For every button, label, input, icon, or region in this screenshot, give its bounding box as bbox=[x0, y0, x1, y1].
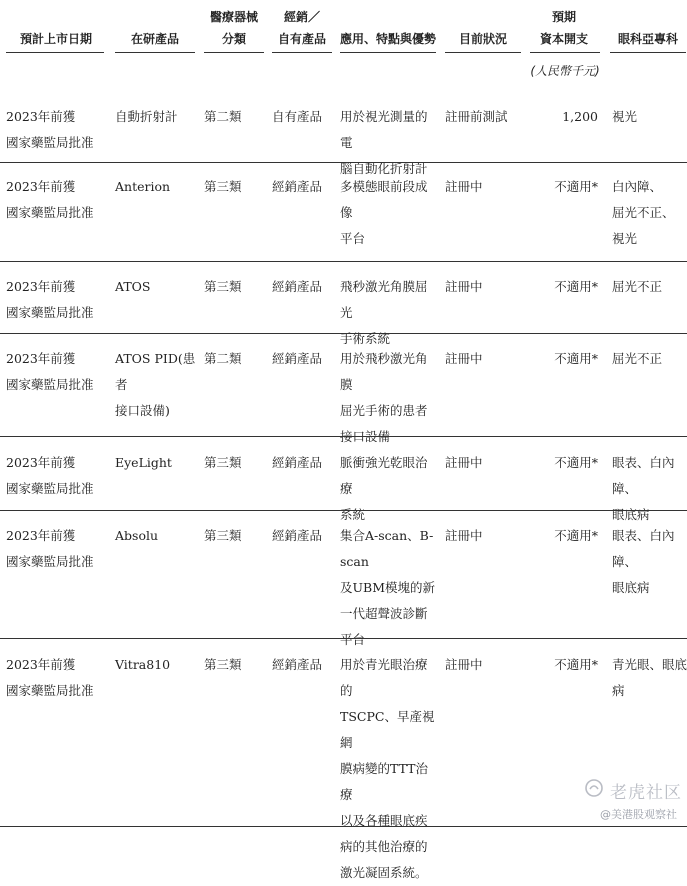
header-capex-line1: 預期 bbox=[551, 10, 576, 24]
row-divider bbox=[0, 333, 687, 334]
cell-application: 用於視光測量的電 腦自動化折射計 bbox=[340, 109, 428, 176]
cell-application: 飛秒激光角膜屈光 手術系統 bbox=[340, 279, 428, 346]
header-application: 應用、特點與優勢 bbox=[339, 32, 436, 46]
cell-status: 註冊中 bbox=[445, 528, 483, 543]
header-capex-line2: 資本開支 bbox=[539, 32, 588, 46]
watermark-brand: 老虎社区 bbox=[610, 783, 682, 803]
cell-type: 經銷產品 bbox=[272, 179, 323, 194]
cell-class: 第二類 bbox=[204, 109, 242, 124]
cell-capex: 不適用* bbox=[554, 657, 598, 672]
header-type-line1: 經銷／ bbox=[283, 10, 320, 24]
row-divider bbox=[0, 638, 687, 639]
header-class-line2: 分類 bbox=[221, 32, 246, 46]
cell-specialty: 眼表、白內障、 眼底病 bbox=[612, 455, 675, 522]
cell-product: Absolu bbox=[115, 528, 159, 543]
cell-type: 自有產品 bbox=[272, 109, 323, 124]
cell-status: 註冊中 bbox=[445, 455, 483, 470]
row-divider bbox=[0, 162, 687, 163]
header-type bbox=[270, 8, 334, 48]
header-status: 目前狀況 bbox=[458, 32, 507, 46]
header-underline-specialty bbox=[610, 52, 686, 53]
cell-specialty: 視光 bbox=[612, 109, 638, 124]
header-capex bbox=[528, 8, 600, 48]
cell-specialty: 白內障、 屈光不正、 視光 bbox=[612, 179, 675, 246]
cell-type: 經銷產品 bbox=[272, 528, 323, 543]
cell-class: 第三類 bbox=[204, 455, 242, 470]
cell-product: 自動折射計 bbox=[115, 109, 178, 124]
cell-application: 用於飛秒激光角膜 屈光手術的患者 接口設備 bbox=[340, 351, 428, 444]
watermark-handle: @美港股观察社 bbox=[600, 808, 677, 821]
cell-type: 經銷產品 bbox=[272, 351, 323, 366]
cell-application: 脈衝強光乾眼治療 系統 bbox=[340, 455, 428, 522]
header-specialty: 眼科亞專科 bbox=[617, 32, 678, 46]
cell-type: 經銷產品 bbox=[272, 657, 323, 672]
cell-capex: 不適用* bbox=[554, 179, 598, 194]
cell-application: 集合A-scan、B-scan 及UBM模塊的新 一代超聲波診斷 平台 bbox=[340, 528, 436, 647]
cell-status: 註冊中 bbox=[445, 657, 483, 672]
cell-product: Anterion bbox=[115, 179, 171, 194]
cell-specialty: 青光眼、眼底病 bbox=[612, 657, 687, 698]
cell-class: 第三類 bbox=[204, 279, 242, 294]
row-divider bbox=[0, 436, 687, 437]
header-underline-product bbox=[115, 52, 195, 53]
cell-specialty: 屈光不正 bbox=[612, 279, 663, 294]
cell-date: 2023年前獲 國家藥監局批准 bbox=[6, 657, 94, 698]
capex-unit: (人民幣千元) bbox=[530, 64, 600, 78]
cell-application: 用於青光眼治療的 TSCPC、早產視網 膜病變的TTT治療 以及各種眼底疾 病的其他治療的 激光凝固系統。 bbox=[340, 657, 435, 880]
cell-capex: 不適用* bbox=[554, 455, 598, 470]
cell-date: 2023年前獲 國家藥監局批准 bbox=[6, 179, 94, 220]
cell-class: 第三類 bbox=[204, 179, 242, 194]
cell-application: 多模態眼前段成像 平台 bbox=[340, 179, 428, 246]
header-underline-status bbox=[445, 52, 521, 53]
cell-capex: 不適用* bbox=[554, 279, 598, 294]
cell-capex: 不適用* bbox=[554, 351, 598, 366]
header-product: 在研產品 bbox=[130, 32, 179, 46]
cell-date: 2023年前獲 國家藥監局批准 bbox=[6, 455, 94, 496]
header-date: 預計上市日期 bbox=[19, 32, 92, 46]
cell-capex: 1,200 bbox=[562, 109, 598, 124]
cell-status: 註冊中 bbox=[445, 179, 483, 194]
row-divider bbox=[0, 261, 687, 262]
header-class-line1: 醫療器械 bbox=[209, 10, 258, 24]
cell-class: 第三類 bbox=[204, 657, 242, 672]
cell-status: 註冊中 bbox=[445, 351, 483, 366]
cell-product: Vitra810 bbox=[115, 657, 171, 672]
cell-product: ATOS PID(患者 接口設備) bbox=[115, 351, 196, 418]
row-divider bbox=[0, 510, 687, 511]
row-divider bbox=[0, 826, 687, 827]
cell-specialty: 屈光不正 bbox=[612, 351, 663, 366]
cell-status: 註冊中 bbox=[445, 279, 483, 294]
cell-specialty: 眼表、白內障、 眼底病 bbox=[612, 528, 675, 595]
cell-capex: 不適用* bbox=[554, 528, 598, 543]
cell-product: EyeLight bbox=[115, 455, 172, 470]
tiger-logo-icon bbox=[584, 778, 604, 798]
header-underline-date bbox=[6, 52, 104, 53]
header-underline-class bbox=[204, 52, 264, 53]
cell-date: 2023年前獲 國家藥監局批准 bbox=[6, 109, 94, 150]
header-type-line2: 自有產品 bbox=[277, 32, 326, 46]
cell-date: 2023年前獲 國家藥監局批准 bbox=[6, 351, 94, 392]
cell-class: 第二類 bbox=[204, 351, 242, 366]
cell-product: ATOS bbox=[115, 279, 151, 294]
header-underline-capex bbox=[530, 52, 600, 53]
cell-status: 註冊前測試 bbox=[445, 109, 508, 124]
cell-type: 經銷產品 bbox=[272, 455, 323, 470]
header-underline-type bbox=[272, 52, 332, 53]
header-class bbox=[204, 8, 264, 48]
header-underline-application bbox=[340, 52, 436, 53]
cell-date: 2023年前獲 國家藥監局批准 bbox=[6, 528, 94, 569]
cell-class: 第三類 bbox=[204, 528, 242, 543]
cell-date: 2023年前獲 國家藥監局批准 bbox=[6, 279, 94, 320]
cell-type: 經銷產品 bbox=[272, 279, 323, 294]
